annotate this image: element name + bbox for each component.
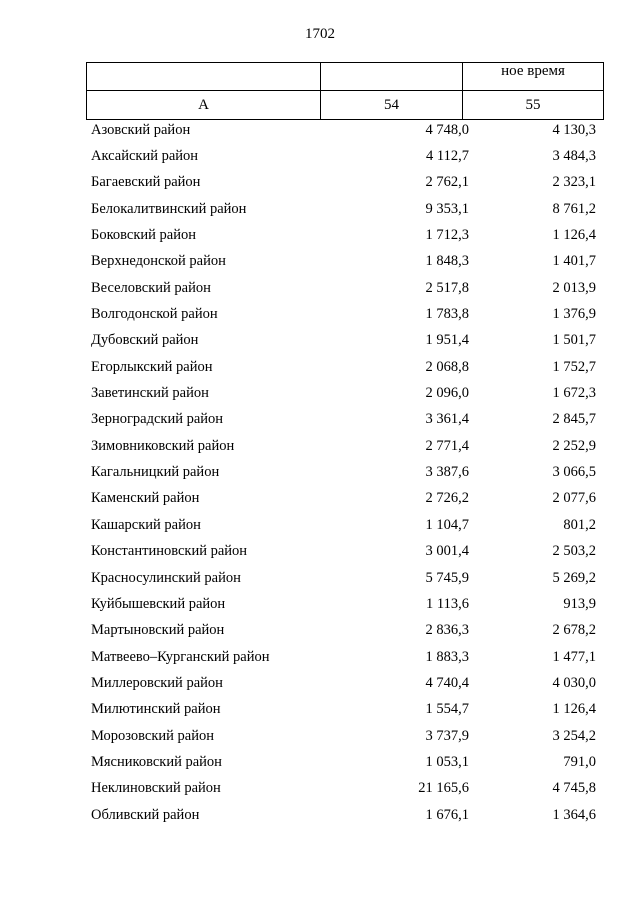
value-col-55: 2 013,9: [552, 279, 596, 296]
header-cell-1-top: [87, 63, 321, 91]
district-name: Боковский район: [91, 227, 196, 244]
table-row: [86, 380, 600, 406]
table-row: [86, 486, 600, 512]
page-number: 1702: [305, 26, 335, 42]
table-row: [86, 749, 600, 775]
table-row: [86, 301, 600, 327]
district-name: Заветинский район: [91, 385, 209, 402]
value-col-55: 1 501,7: [552, 332, 596, 349]
value-col-55: 8 761,2: [552, 200, 596, 217]
district-name: Морозовский район: [91, 727, 215, 744]
value-col-55: 2 845,7: [552, 411, 596, 428]
district-name: Мартыновский район: [91, 622, 225, 639]
header-col3-top-text: ное время: [501, 63, 565, 79]
value-col-55: 1 126,4: [552, 701, 596, 718]
value-col-55: 3 254,2: [552, 727, 596, 744]
value-col-54: 1 951,4: [425, 332, 469, 349]
value-col-54: 2 762,1: [425, 174, 469, 191]
table-row: [86, 618, 600, 644]
value-col-54: 3 001,4: [425, 543, 469, 560]
table-row: [86, 512, 600, 538]
table-body: [86, 117, 600, 828]
district-name: Миллеровский район: [91, 674, 223, 691]
value-col-54: 4 112,7: [426, 148, 469, 165]
district-name: Красносулинский район: [91, 569, 241, 586]
value-col-54: 9 353,1: [425, 200, 469, 217]
table-row: [86, 249, 600, 275]
district-name: Неклиновский район: [91, 780, 221, 797]
table-row: [86, 328, 600, 354]
district-name: Матвеево–Курганский район: [91, 648, 270, 665]
table-row: [86, 222, 600, 248]
value-col-54: 2 096,0: [425, 385, 469, 402]
value-col-54: 4 748,0: [425, 121, 469, 138]
table-row: [86, 670, 600, 696]
table-row: [86, 275, 600, 301]
value-col-55: 1 477,1: [552, 648, 596, 665]
value-col-54: 5 745,9: [425, 569, 469, 586]
value-col-54: 21 165,6: [418, 780, 469, 797]
value-col-54: 3 361,4: [425, 411, 469, 428]
value-col-54: 2 726,2: [425, 490, 469, 507]
value-col-54: 2 836,3: [425, 622, 469, 639]
district-name: Аксайский район: [91, 148, 199, 165]
header-col3-label: 55: [463, 91, 604, 120]
table-row: [86, 433, 600, 459]
value-col-55: 1 364,6: [552, 806, 596, 823]
value-col-54: 1 676,1: [425, 806, 469, 823]
value-col-54: 3 387,6: [425, 464, 469, 481]
value-col-55: 801,2: [563, 516, 596, 533]
header-continuation-row: [87, 63, 604, 91]
header-cell-2-top: [321, 63, 463, 91]
table-row: [86, 196, 600, 222]
table-row: [86, 802, 600, 828]
district-name: Белокалитвинский район: [91, 200, 247, 217]
district-name: Кашарский район: [91, 516, 201, 533]
value-col-55: 2 252,9: [552, 437, 596, 454]
table-row: [86, 565, 600, 591]
header-cell-3-top: [463, 63, 604, 91]
header-col2-label: 54: [321, 91, 463, 120]
value-col-55: 1 672,3: [552, 385, 596, 402]
header-col1-label: А: [87, 91, 321, 120]
table-row: [86, 697, 600, 723]
district-name: Дубовский район: [91, 332, 199, 349]
value-col-54: 2 771,4: [425, 437, 469, 454]
value-col-54: 4 740,4: [425, 674, 469, 691]
header-number-row: [87, 91, 604, 120]
value-col-55: 3 484,3: [552, 148, 596, 165]
value-col-55: 2 678,2: [552, 622, 596, 639]
value-col-54: 1 883,3: [425, 648, 469, 665]
table-row: [86, 117, 600, 143]
district-name: Зерноградский район: [91, 411, 224, 428]
value-col-55: 1 126,4: [552, 227, 596, 244]
table-row: [86, 407, 600, 433]
value-col-54: 1 554,7: [425, 701, 469, 718]
value-col-55: 3 066,5: [552, 464, 596, 481]
value-col-54: 2 517,8: [425, 279, 469, 296]
district-name: Куйбышевский район: [91, 595, 226, 612]
table-row: [86, 644, 600, 670]
value-col-55: 2 503,2: [552, 543, 596, 560]
district-name: Веселовский район: [91, 279, 211, 296]
district-name: Егорлыкский район: [91, 358, 213, 375]
district-name: Обливский район: [91, 806, 200, 823]
value-col-55: 2 323,1: [552, 174, 596, 191]
district-name: Милютинский район: [91, 701, 221, 718]
district-name: Мясниковский район: [91, 753, 222, 770]
table-row: [86, 170, 600, 196]
table-row: [86, 354, 600, 380]
value-col-55: 1 376,9: [552, 306, 596, 323]
district-name: Верхнедонской район: [91, 253, 226, 270]
value-col-55: 913,9: [563, 595, 596, 612]
value-col-55: 1 401,7: [552, 253, 596, 270]
table-row: [86, 539, 600, 565]
value-col-54: 1 712,3: [425, 227, 469, 244]
value-col-54: 1 783,8: [425, 306, 469, 323]
table-row: [86, 591, 600, 617]
district-name: Кагальницкий район: [91, 464, 220, 481]
value-col-55: 4 130,3: [552, 121, 596, 138]
district-name: Каменский район: [91, 490, 200, 507]
value-col-54: 1 053,1: [425, 753, 469, 770]
district-name: Волгодонской район: [91, 306, 218, 323]
value-col-54: 2 068,8: [425, 358, 469, 375]
value-col-55: 4 030,0: [552, 674, 596, 691]
district-name: Константиновский район: [91, 543, 248, 560]
table-row: [86, 459, 600, 485]
value-col-54: 1 113,6: [426, 595, 469, 612]
value-col-54: 1 848,3: [425, 253, 469, 270]
value-col-55: 5 269,2: [552, 569, 596, 586]
value-col-54: 1 104,7: [425, 516, 469, 533]
table-row: [86, 776, 600, 802]
table-header: [86, 62, 604, 120]
table-row: [86, 143, 600, 169]
value-col-55: 791,0: [563, 753, 596, 770]
table-row: [86, 723, 600, 749]
value-col-54: 3 737,9: [425, 727, 469, 744]
district-name: Багаевский район: [91, 174, 201, 191]
value-col-55: 4 745,8: [552, 780, 596, 797]
value-col-55: 1 752,7: [552, 358, 596, 375]
district-name: Азовский район: [91, 121, 191, 138]
district-name: Зимовниковский район: [91, 437, 235, 454]
value-col-55: 2 077,6: [552, 490, 596, 507]
